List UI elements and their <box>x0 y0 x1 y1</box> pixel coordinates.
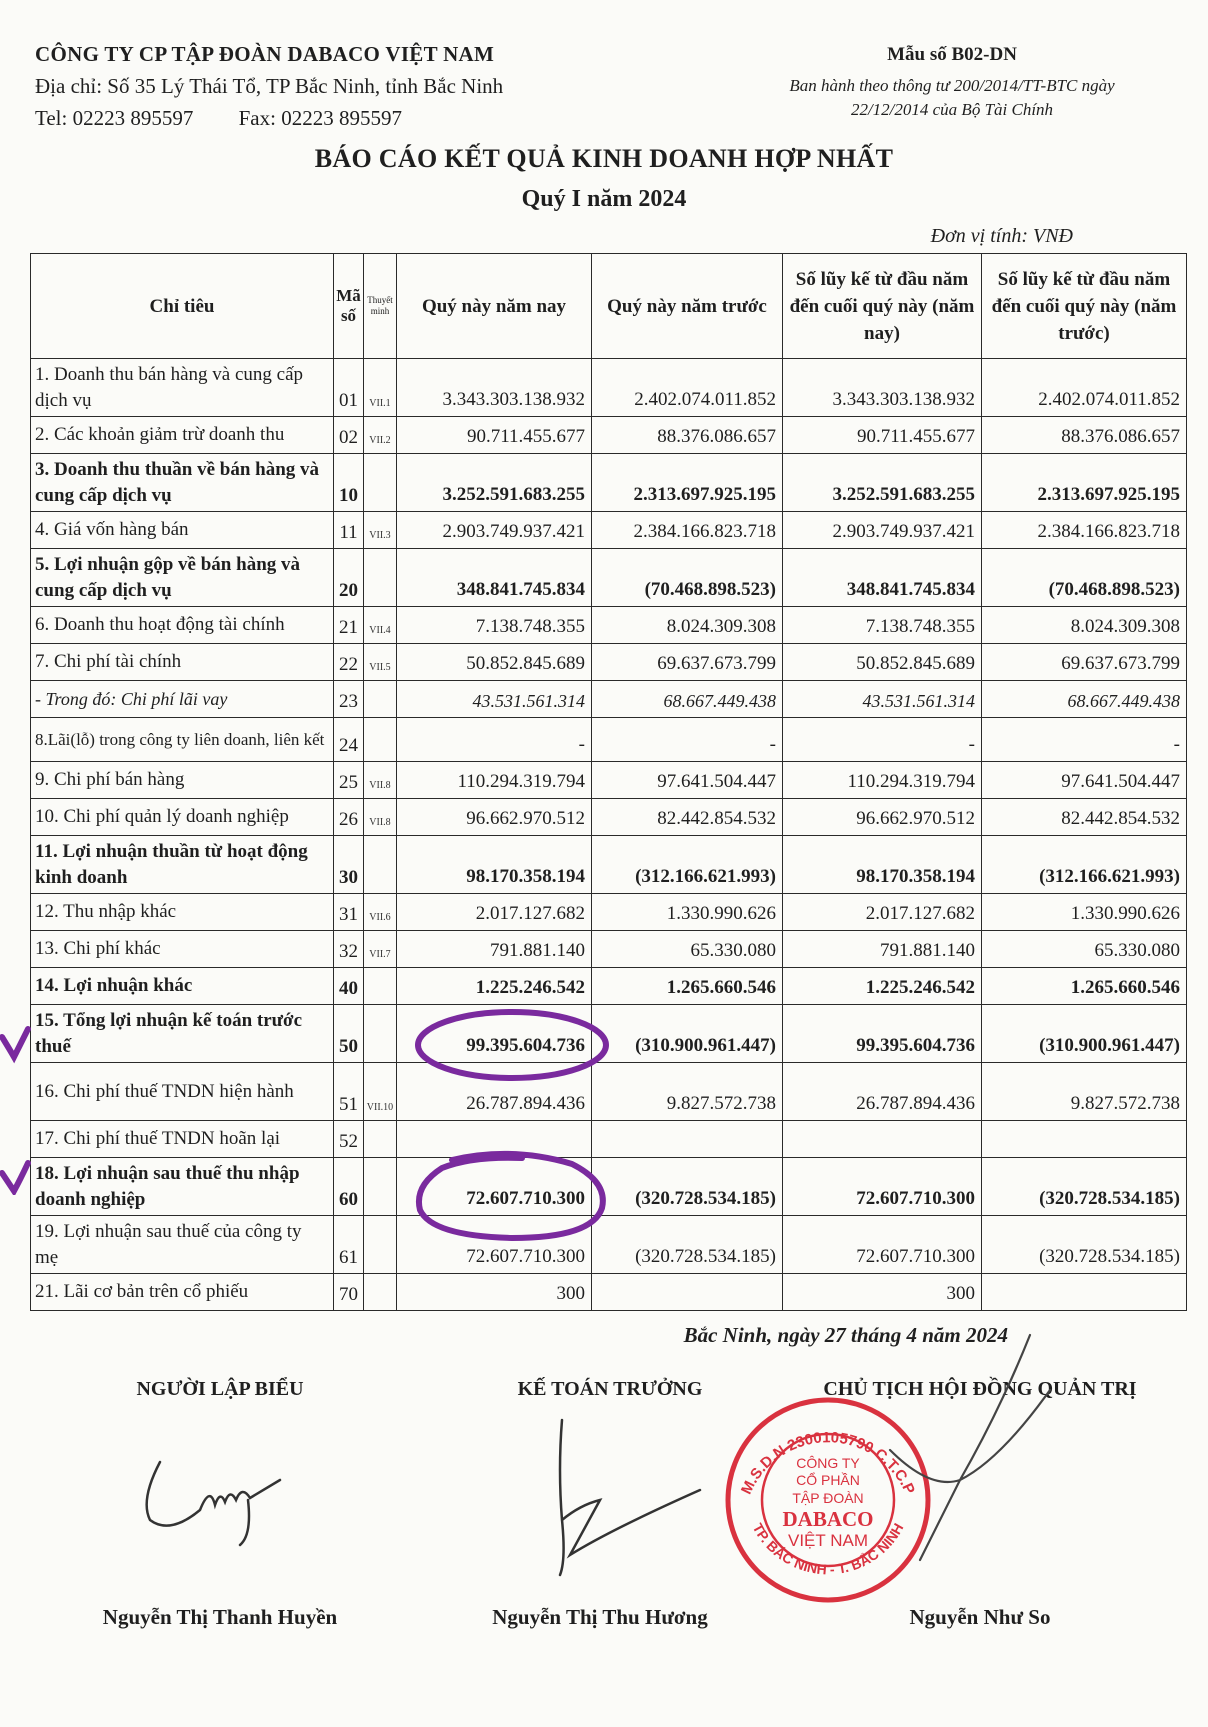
row-note <box>364 549 397 607</box>
row-quarter-last-year: (310.900.961.447) <box>592 1005 783 1063</box>
form-number: Mẫu số B02-DN <box>887 44 1017 65</box>
col-header-ytd-this-year: Số lũy kế từ đầu năm đến cuối quý này (năm nay) <box>783 254 982 359</box>
row-ytd-last-year: 2.402.074.011.852 <box>982 359 1187 417</box>
row-quarter-last-year: 68.667.449.438 <box>592 681 783 718</box>
row-quarter-last-year: 2.313.697.925.195 <box>592 454 783 512</box>
row-ytd-this-year: 98.170.358.194 <box>783 836 982 894</box>
row-item-name: 1. Doanh thu bán hàng và cung cấp dịch vụ <box>31 359 334 417</box>
row-ytd-last-year: 97.641.504.447 <box>982 762 1187 799</box>
chairman-name: Nguyễn Như So <box>909 1605 1051 1629</box>
row-code: 70 <box>334 1274 364 1311</box>
checkmark-row-18 <box>2 1163 28 1191</box>
row-note: VII.2 <box>364 417 397 454</box>
row-ytd-this-year: 72.607.710.300 <box>783 1158 982 1216</box>
row-quarter-this-year: 50.852.845.689 <box>397 644 592 681</box>
row-ytd-last-year: 2.384.166.823.718 <box>982 512 1187 549</box>
row-quarter-this-year: 99.395.604.736 <box>397 1005 592 1063</box>
row-item-name: 13. Chi phí khác <box>31 931 334 968</box>
row-note <box>364 836 397 894</box>
row-code: 52 <box>334 1121 364 1158</box>
table-row <box>31 836 1187 894</box>
row-ytd-this-year: 110.294.319.794 <box>783 762 982 799</box>
row-code: 40 <box>334 968 364 1005</box>
row-code: 32 <box>334 931 364 968</box>
row-quarter-this-year: 2.017.127.682 <box>397 894 592 931</box>
table-row <box>31 644 1187 681</box>
row-ytd-this-year: 300 <box>783 1274 982 1311</box>
chairman-signature <box>880 1330 1060 1590</box>
row-item-name: 6. Doanh thu hoạt động tài chính <box>31 607 334 644</box>
company-name: CÔNG TY CP TẬP ĐOÀN DABACO VIỆT NAM <box>35 42 495 66</box>
row-quarter-this-year: 1.225.246.542 <box>397 968 592 1005</box>
row-ytd-last-year: 88.376.086.657 <box>982 417 1187 454</box>
row-code: 60 <box>334 1158 364 1216</box>
row-code: 51 <box>334 1063 364 1121</box>
row-item-name: 16. Chi phí thuế TNDN hiện hành <box>31 1063 334 1121</box>
row-quarter-last-year: 1.330.990.626 <box>592 894 783 931</box>
table-row <box>31 417 1187 454</box>
row-ytd-last-year: 8.024.309.308 <box>982 607 1187 644</box>
row-note <box>364 1216 397 1274</box>
row-quarter-last-year: 97.641.504.447 <box>592 762 783 799</box>
table-row <box>31 931 1187 968</box>
row-ytd-last-year: (70.468.898.523) <box>982 549 1187 607</box>
row-ytd-this-year: 26.787.894.436 <box>783 1063 982 1121</box>
row-note <box>364 1274 397 1311</box>
row-item-name: 15. Tổng lợi nhuận kế toán trước thuế <box>31 1005 334 1063</box>
row-note: VII.1 <box>364 359 397 417</box>
row-ytd-last-year: 65.330.080 <box>982 931 1187 968</box>
row-item-name: 10. Chi phí quản lý doanh nghiệp <box>31 799 334 836</box>
row-note: VII.8 <box>364 762 397 799</box>
row-quarter-this-year: 2.903.749.937.421 <box>397 512 592 549</box>
issued-by-line-2: 22/12/2014 của Bộ Tài Chính <box>850 100 1054 119</box>
row-quarter-last-year: - <box>592 718 783 762</box>
company-tel: Tel: 02223 895597 <box>35 106 194 130</box>
row-ytd-last-year: (320.728.534.185) <box>982 1158 1187 1216</box>
row-quarter-this-year: 96.662.970.512 <box>397 799 592 836</box>
row-code: 11 <box>334 512 364 549</box>
row-code: 23 <box>334 681 364 718</box>
row-quarter-last-year <box>592 1121 783 1158</box>
row-item-name: 21. Lãi cơ bản trên cổ phiếu <box>31 1274 334 1311</box>
circle-highlight-net-profit <box>412 1146 612 1246</box>
seal-line-4: DABACO <box>782 1507 874 1531</box>
row-item-name: 11. Lợi nhuận thuần từ hoạt động kinh doanh <box>31 836 334 894</box>
row-code: 20 <box>334 549 364 607</box>
row-item-name: 19. Lợi nhuận sau thuế của công ty mẹ <box>31 1216 334 1274</box>
seal-ring-text: M.S.D.N 2300105790 C.T.C.P <box>737 1429 919 1497</box>
chief-accountant-title: KẾ TOÁN TRƯỞNG <box>517 1378 703 1400</box>
col-header-item: Chỉ tiêu <box>31 254 334 359</box>
row-quarter-last-year: 8.024.309.308 <box>592 607 783 644</box>
row-note: VII.4 <box>364 607 397 644</box>
row-note <box>364 681 397 718</box>
row-quarter-this-year: 90.711.455.677 <box>397 417 592 454</box>
table-row <box>31 799 1187 836</box>
row-ytd-this-year: 1.225.246.542 <box>783 968 982 1005</box>
table-row <box>31 968 1187 1005</box>
table-row <box>31 359 1187 417</box>
row-ytd-this-year: 2.903.749.937.421 <box>783 512 982 549</box>
row-quarter-last-year: 2.402.074.011.852 <box>592 359 783 417</box>
row-ytd-this-year: 3.343.303.138.932 <box>783 359 982 417</box>
row-ytd-last-year <box>982 1274 1187 1311</box>
col-header-quarter-last-year: Quý này năm trước <box>592 254 783 359</box>
row-code: 31 <box>334 894 364 931</box>
row-quarter-last-year <box>592 1274 783 1311</box>
row-quarter-last-year: (312.166.621.993) <box>592 836 783 894</box>
row-ytd-this-year: 3.252.591.683.255 <box>783 454 982 512</box>
table-row <box>31 718 1187 762</box>
row-quarter-last-year: 65.330.080 <box>592 931 783 968</box>
row-note: VII.8 <box>364 799 397 836</box>
row-code: 50 <box>334 1005 364 1063</box>
row-ytd-last-year: 82.442.854.532 <box>982 799 1187 836</box>
row-quarter-this-year: 300 <box>397 1274 592 1311</box>
row-code: 26 <box>334 799 364 836</box>
row-note <box>364 968 397 1005</box>
col-header-code: Mã số <box>334 254 364 359</box>
row-item-name: 18. Lợi nhuận sau thuế thu nhập doanh nghiệp <box>31 1158 334 1216</box>
row-ytd-last-year: 9.827.572.738 <box>982 1063 1187 1121</box>
row-ytd-this-year: 2.017.127.682 <box>783 894 982 931</box>
row-quarter-last-year: 9.827.572.738 <box>592 1063 783 1121</box>
seal-line-2: CỔ PHẦN <box>796 1472 860 1488</box>
table-header-row <box>31 254 1187 359</box>
report-title: BÁO CÁO KẾT QUẢ KINH DOANH HỢP NHẤT <box>314 144 894 173</box>
row-quarter-this-year: 7.138.748.355 <box>397 607 592 644</box>
row-note: VII.10 <box>364 1063 397 1121</box>
row-item-name: 9. Chi phí bán hàng <box>31 762 334 799</box>
row-note: VII.7 <box>364 931 397 968</box>
row-item-name: 14. Lợi nhuận khác <box>31 968 334 1005</box>
row-item-name: - Trong đó: Chi phí lãi vay <box>31 681 334 718</box>
row-quarter-this-year: 348.841.745.834 <box>397 549 592 607</box>
row-item-name: 2. Các khoản giảm trừ doanh thu <box>31 417 334 454</box>
preparer-title: NGƯỜI LẬP BIỂU <box>136 1378 304 1400</box>
table-row <box>31 894 1187 931</box>
table-row <box>31 607 1187 644</box>
row-quarter-last-year: 82.442.854.532 <box>592 799 783 836</box>
row-quarter-this-year: 72.607.710.300 <box>397 1158 592 1216</box>
row-code: 10 <box>334 454 364 512</box>
table-row <box>31 1274 1187 1311</box>
row-code: 01 <box>334 359 364 417</box>
row-ytd-this-year: 7.138.748.355 <box>783 607 982 644</box>
row-ytd-last-year: (312.166.621.993) <box>982 836 1187 894</box>
row-quarter-this-year: 3.252.591.683.255 <box>397 454 592 512</box>
row-ytd-last-year: 68.667.449.438 <box>982 681 1187 718</box>
row-ytd-last-year: 69.637.673.799 <box>982 644 1187 681</box>
row-quarter-last-year: 2.384.166.823.718 <box>592 512 783 549</box>
row-code: 21 <box>334 607 364 644</box>
row-ytd-this-year: 99.395.604.736 <box>783 1005 982 1063</box>
row-item-name: 3. Doanh thu thuần về bán hàng và cung cấp dịch vụ <box>31 454 334 512</box>
row-code: 24 <box>334 718 364 762</box>
row-ytd-last-year: 1.265.660.546 <box>982 968 1187 1005</box>
table-row <box>31 762 1187 799</box>
row-ytd-last-year <box>982 1121 1187 1158</box>
row-ytd-this-year: 791.881.140 <box>783 931 982 968</box>
row-ytd-this-year <box>783 1121 982 1158</box>
row-quarter-this-year: - <box>397 718 592 762</box>
seal-line-1: CÔNG TY <box>796 1455 860 1471</box>
col-header-note: Thuyết minh <box>364 254 397 359</box>
row-code: 22 <box>334 644 364 681</box>
row-note: VII.5 <box>364 644 397 681</box>
preparer-name: Nguyễn Thị Thanh Huyền <box>102 1605 338 1629</box>
row-note: VII.3 <box>364 512 397 549</box>
col-header-ytd-last-year: Số lũy kế từ đầu năm đến cuối quý này (năm trước) <box>982 254 1187 359</box>
row-code: 02 <box>334 417 364 454</box>
row-ytd-last-year: 2.313.697.925.195 <box>982 454 1187 512</box>
circle-highlight-pretax-profit <box>412 1007 612 1083</box>
row-note <box>364 1121 397 1158</box>
row-note: VII.6 <box>364 894 397 931</box>
company-fax: Fax: 02223 895597 <box>238 106 402 130</box>
seal-line-5: VIỆT NAM <box>788 1531 868 1550</box>
row-item-name: 4. Giá vốn hàng bán <box>31 512 334 549</box>
row-ytd-this-year: 50.852.845.689 <box>783 644 982 681</box>
row-item-name: 8.Lãi(lỗ) trong công ty liên doanh, liên kết <box>31 718 334 762</box>
seal-line-3: TẬP ĐOÀN <box>792 1490 864 1506</box>
row-quarter-last-year: 88.376.086.657 <box>592 417 783 454</box>
company-header <box>35 38 503 134</box>
col-header-quarter-this-year: Quý này năm nay <box>397 254 592 359</box>
row-ytd-this-year: 72.607.710.300 <box>783 1216 982 1274</box>
checkmark-row-15 <box>2 1029 28 1057</box>
row-quarter-last-year: 69.637.673.799 <box>592 644 783 681</box>
row-ytd-this-year: 90.711.455.677 <box>783 417 982 454</box>
row-quarter-this-year: 791.881.140 <box>397 931 592 968</box>
row-ytd-this-year: 43.531.561.314 <box>783 681 982 718</box>
table-row <box>31 512 1187 549</box>
row-item-name: 12. Thu nhập khác <box>31 894 334 931</box>
issued-by-line-1: Ban hành theo thông tư 200/2014/TT-BTC ngày <box>789 76 1115 95</box>
row-quarter-last-year: (70.468.898.523) <box>592 549 783 607</box>
row-ytd-this-year: 96.662.970.512 <box>783 799 982 836</box>
row-quarter-last-year: (320.728.534.185) <box>592 1216 783 1274</box>
form-reference <box>732 44 1172 122</box>
seal-bottom-text: TP. BẮC NINH - T. BẮC NINH <box>749 1520 907 1578</box>
place-and-date: Bắc Ninh, ngày 27 tháng 4 năm 2024 <box>683 1323 1008 1347</box>
currency-unit: Đơn vị tính: VNĐ <box>930 225 1073 247</box>
row-item-name: 17. Chi phí thuế TNDN hoãn lại <box>31 1121 334 1158</box>
row-quarter-this-year: 3.343.303.138.932 <box>397 359 592 417</box>
row-quarter-this-year: 43.531.561.314 <box>397 681 592 718</box>
chief-accountant-signature <box>500 1410 720 1580</box>
row-note <box>364 718 397 762</box>
row-ytd-last-year: (310.900.961.447) <box>982 1005 1187 1063</box>
row-ytd-last-year: (320.728.534.185) <box>982 1216 1187 1274</box>
row-quarter-last-year: 1.265.660.546 <box>592 968 783 1005</box>
table-row <box>31 549 1187 607</box>
report-period: Quý I năm 2024 <box>521 186 687 212</box>
handwritten-checkmarks <box>0 1015 40 1195</box>
company-address: Địa chỉ: Số 35 Lý Thái Tổ, TP Bắc Ninh, tỉnh Bắc Ninh <box>35 74 504 98</box>
row-ytd-last-year: - <box>982 718 1187 762</box>
row-note <box>364 1005 397 1063</box>
row-quarter-this-year: 98.170.358.194 <box>397 836 592 894</box>
row-quarter-this-year: 72.607.710.300 <box>397 1216 592 1274</box>
row-code: 30 <box>334 836 364 894</box>
row-item-name: 5. Lợi nhuận gộp về bán hàng và cung cấp dịch vụ <box>31 549 334 607</box>
row-ytd-this-year: 348.841.745.834 <box>783 549 982 607</box>
row-quarter-last-year: (320.728.534.185) <box>592 1158 783 1216</box>
row-quarter-this-year: 26.787.894.436 <box>397 1063 592 1121</box>
row-code: 61 <box>334 1216 364 1274</box>
row-item-name: 7. Chi phí tài chính <box>31 644 334 681</box>
row-note <box>364 454 397 512</box>
preparer-signature <box>130 1440 330 1550</box>
chairman-title: CHỦ TỊCH HỘI ĐỒNG QUẢN TRỊ <box>823 1378 1137 1400</box>
row-ytd-last-year: 1.330.990.626 <box>982 894 1187 931</box>
table-row <box>31 454 1187 512</box>
row-code: 25 <box>334 762 364 799</box>
row-quarter-this-year: 110.294.319.794 <box>397 762 592 799</box>
chief-accountant-name: Nguyễn Thị Thu Hương <box>492 1605 708 1629</box>
row-ytd-this-year: - <box>783 718 982 762</box>
row-note <box>364 1158 397 1216</box>
table-row <box>31 681 1187 718</box>
